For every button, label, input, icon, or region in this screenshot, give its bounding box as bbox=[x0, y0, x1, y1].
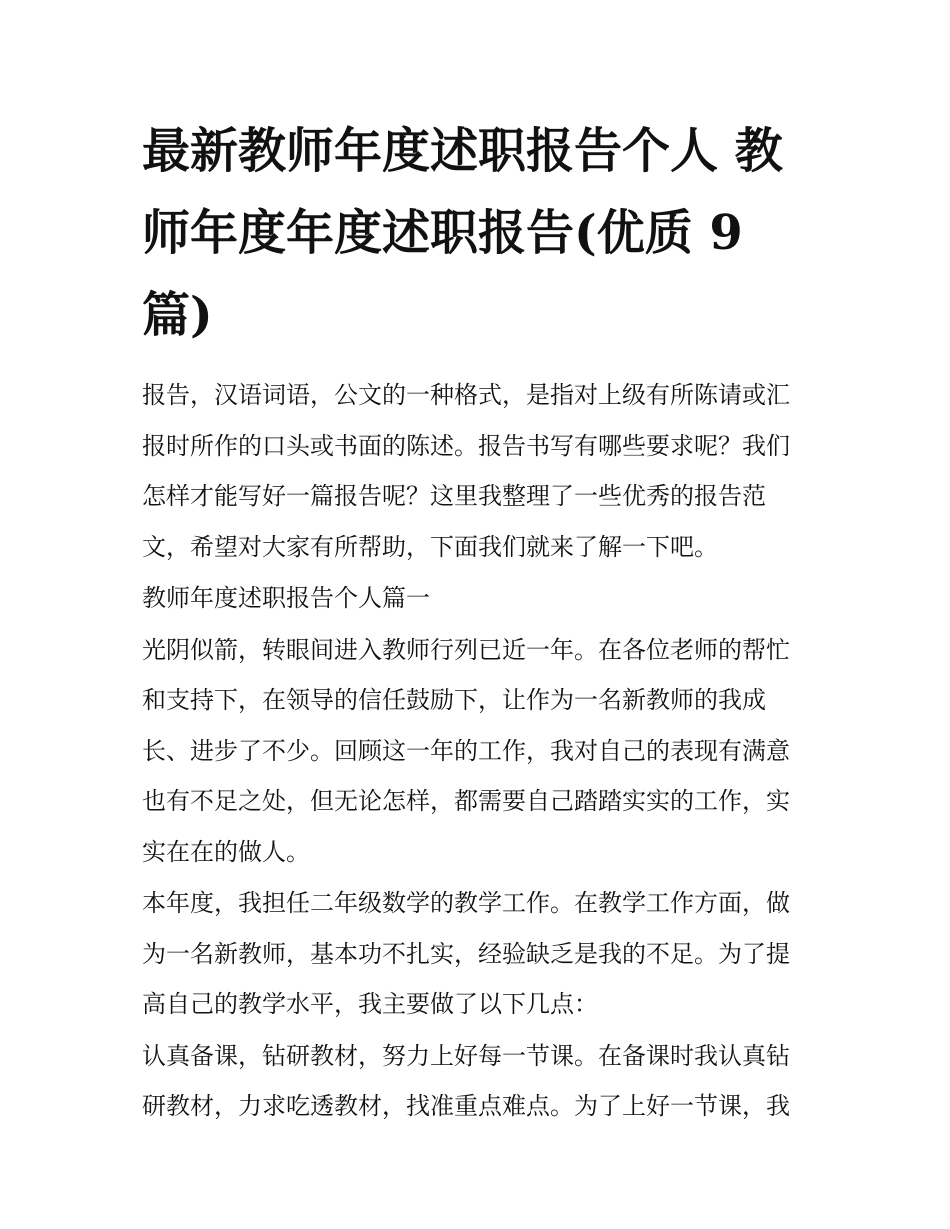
text-line: 文，希望对大家有所帮助，下面我们就来了解一下吧。 bbox=[142, 532, 718, 561]
text-line: 认真备课，钻研教材，努力上好每一节课。在备课时我认真钻 bbox=[142, 1041, 790, 1070]
document-page bbox=[142, 110, 814, 1133]
text-line: 为一名新教师，基本功不扎实，经验缺乏是我的不足。为了提 bbox=[142, 939, 790, 968]
text-line: 实在在的做人。 bbox=[142, 837, 310, 866]
title-line: 师年度年度述职报告(优质 9 bbox=[142, 205, 743, 261]
text-line: 光阴似箭，转眼间进入教师行列已近一年。在各位老师的帮忙 bbox=[142, 635, 790, 664]
text-line: 报时所作的口头或书面的陈述。报告书写有哪些要求呢？我们 bbox=[142, 431, 790, 460]
title-line: 篇) bbox=[142, 287, 213, 343]
title-line: 最新教师年度述职报告个人 教 bbox=[142, 123, 783, 179]
intro-paragraph bbox=[142, 370, 814, 572]
text-line: 教师年度述职报告个人篇一 bbox=[142, 584, 430, 612]
text-line: 长、进步了不少。回顾这一年的工作，我对自己的表现有满意 bbox=[142, 736, 790, 765]
document-title bbox=[142, 110, 814, 356]
text-line: 高自己的教学水平，我主要做了以下几点： bbox=[142, 990, 598, 1018]
body-paragraph bbox=[142, 878, 814, 1030]
text-line: 也有不足之处，但无论怎样，都需要自己踏踏实实的工作，实 bbox=[142, 787, 790, 815]
body-paragraph bbox=[142, 1031, 814, 1132]
text-line: 和支持下，在领导的信任鼓励下，让作为一名新教师的我成 bbox=[142, 686, 766, 714]
document-body bbox=[142, 370, 814, 1132]
section-heading bbox=[142, 573, 814, 624]
text-line: 怎样才能写好一篇报告呢？这里我整理了一些优秀的报告范 bbox=[142, 482, 766, 510]
text-line: 本年度，我担任二年级数学的教学工作。在教学工作方面，做 bbox=[142, 889, 790, 917]
body-paragraph bbox=[142, 625, 814, 878]
text-line: 报告，汉语词语，公文的一种格式，是指对上级有所陈请或汇 bbox=[142, 381, 790, 409]
text-line: 研教材，力求吃透教材，找准重点难点。为了上好一节课，我 bbox=[142, 1092, 790, 1120]
